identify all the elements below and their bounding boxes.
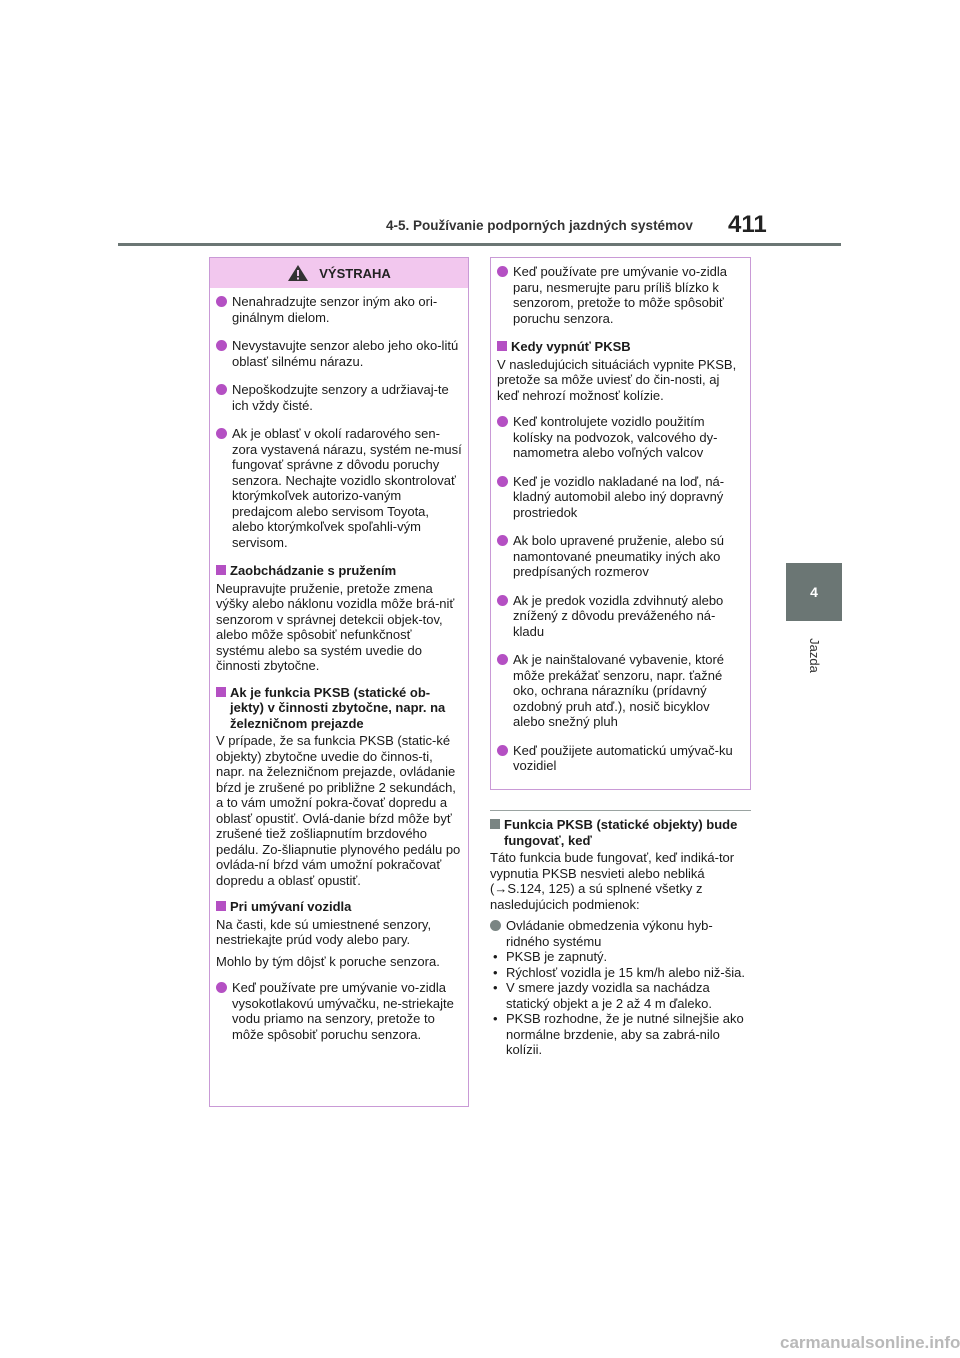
bullet-text: Nenahradzujte senzor iným ako ori-ginálnym dielom. (232, 294, 438, 325)
warning-triangle-icon (287, 264, 309, 282)
bullet-text: Ak bolo upravené pruženie, alebo sú namontované pneumatiky iných ako predpísaných rozmerov (513, 533, 725, 579)
warning-bullet (216, 294, 462, 325)
square-bullet-icon (497, 341, 507, 351)
bullet-dot-icon (497, 266, 508, 277)
section-text: V prípade, že sa funkcia PKSB (static-ké objekty) zbytočne uvedie do činnos-ti, napr. na železničnom prejazde, ovládanie bŕzd je zrušené po približne 2 sekundách, a to vám umožní pokra-čovať dopredu a oblasť opustiť. Ovlá-danie bŕzd môže byť zrušené tiež zošliapnutím brzdového pedálu. Zo-šliapnutie plynového pedálu po ovláda-ní bŕzd vám umožní pokračovať dopredu a oblasť opustiť. (216, 733, 461, 888)
warning-bullet (216, 382, 462, 413)
bullet-text: Ak je predok vozidla zdvihnutý alebo znížený z dôvodu preváženého ná-kladu (513, 592, 724, 639)
dash-text: V smere jazdy vozidla sa nachádza statický objekt a je 2 až 4 m ďaleko. (506, 980, 712, 1011)
section-heading-text: Zaobchádzanie s pružením (230, 563, 397, 578)
dash-marker-icon: • (493, 980, 498, 995)
header-rule (118, 243, 841, 246)
bullet-dot-icon (216, 428, 227, 439)
bullet-dot-icon (497, 535, 508, 546)
bullet-text: Nepoškodzujte senzory a udržiavaj-te ich vždy čisté. (232, 382, 449, 413)
dash-marker-icon: • (493, 1011, 498, 1026)
warning-bullet (497, 474, 744, 521)
square-bullet-icon (490, 819, 500, 829)
warning-bullet (497, 593, 744, 640)
bullet-text: Ovládanie obmedzenia výkonu hyb-ridného systému (506, 918, 713, 949)
watermark: carmanualsonline.info (780, 1333, 960, 1352)
section-heading-text: Ak je funkcia PKSB (statické ob-jekty) v činnosti zbytočne, napr. na železničnom prejazde (230, 684, 446, 731)
dash-marker-icon: • (493, 964, 498, 980)
info-heading-text: Funkcia PKSB (statické objekty) bude fungovať, keď (504, 817, 738, 848)
section-heading (216, 685, 462, 732)
section-heading (216, 899, 462, 915)
bullet-text: Keď použijete automatickú umývač-ku vozidiel (513, 742, 733, 773)
page-number: 411 (728, 211, 767, 238)
bullet-text: Nevystavujte senzor alebo jeho oko-litú oblasť silnému nárazu. (232, 338, 459, 369)
section-heading-text: Kedy vypnúť PKSB (511, 339, 631, 354)
bullet-dot-icon (497, 416, 508, 427)
bullet-text: Ak je oblasť v okolí radarového sen-zora vystavená nárazu, systém ne-musí fungovať správne z dôvodu poruchy senzora. Nechajte vozidlo skontrolovať ktorýmkoľvek autorizo-vaným predajcom alebo servisom Toyota, alebo ktorýmkoľvek spoľahli-vým servisom. (232, 426, 462, 550)
warning-bullet (497, 264, 744, 326)
warning-box (209, 257, 469, 1107)
section-heading (497, 339, 744, 355)
dash-text: PKSB je zapnutý. (506, 949, 608, 964)
chapter-tab: 4 (786, 563, 842, 621)
bullet-dot-icon (216, 296, 227, 307)
bullet-dot-icon (216, 982, 227, 993)
warning-bullet (497, 414, 744, 461)
bullet-dot-icon (497, 745, 508, 756)
chapter-label (790, 630, 838, 680)
dash-item (490, 965, 751, 981)
bullet-text: Ak je nainštalované vybavenie, ktoré môže prekážať senzoru, napr. ťažné oko, ochrana nárazníku (prídavný ozdobný pruh atď.), nosič bicyklov alebo snežný pluh (513, 652, 725, 729)
dash-text: PKSB rozhodne, že je nutné silnejšie ako normálne brzdenie, aby sa zabrá-nilo kolízii. (506, 1011, 744, 1057)
warning-bullet (216, 426, 462, 550)
section-text: Na časti, kde sú umiestnené senzory, nestriekajte prúd vody alebo pary. (216, 916, 432, 947)
dash-text: Rýchlosť vozidla je 15 km/h alebo niž-šia. (506, 964, 745, 980)
bullet-text: Keď kontrolujete vozidlo použitím kolísky na podvozok, valcového dy-namometra alebo voľných valcov (513, 414, 718, 460)
dash-marker-icon: • (493, 949, 498, 964)
section-heading (216, 563, 462, 579)
warning-bullet (216, 338, 462, 369)
dash-item (490, 980, 751, 1011)
warning-title: VÝSTRAHA (319, 265, 391, 281)
square-bullet-icon (216, 901, 226, 911)
header-title: 4-5. Používanie podporných jazdných systémov (386, 218, 693, 233)
square-bullet-icon (216, 565, 226, 575)
bullet-dot-icon (216, 384, 227, 395)
bullet-dot-icon (490, 920, 501, 931)
dash-item (490, 949, 751, 965)
bullet-dot-icon (497, 595, 508, 606)
warning-header (210, 258, 468, 288)
warning-bullet (497, 743, 744, 774)
info-bullet (490, 918, 751, 949)
info-text: Táto funkcia bude fungovať, keď indiká-tor vypnutia PKSB nesvieti alebo nebliká (→S.124, 125) a sú splnené všetky z nasledujúcich podmienok: (490, 850, 735, 912)
info-divider (490, 810, 751, 811)
warning-bullet (497, 533, 744, 580)
bullet-dot-icon (497, 654, 508, 665)
section-text: Mohlo by tým dôjsť k poruche senzora. (216, 953, 440, 969)
section-heading-text: Pri umývaní vozidla (230, 899, 352, 914)
chapter-label-text: Jazda (806, 637, 822, 673)
dash-item (490, 1011, 751, 1058)
warning-bullet (216, 980, 462, 1042)
bullet-text: Keď je vozidlo nakladané na loď, ná-kladný automobil alebo iný dopravný prostriedok (513, 473, 725, 520)
warning-box-continued (490, 257, 751, 790)
bullet-text: Keď používate pre umývanie vo-zidla paru, nesmerujte paru príliš blízko k senzorom, pretože to môže spôsobiť poruchu senzora. (513, 264, 727, 326)
section-text: Neupravujte pruženie, pretože zmena výšky alebo náklonu vozidla môže brá-niť senzorom v správnej detekcii objek-tov, alebo môže spôsobiť nefunkčnosť systému alebo sa systém uvedie do činnosti zbytočne. (216, 580, 455, 673)
warning-bullet (497, 652, 744, 730)
square-bullet-icon (216, 687, 226, 697)
bullet-dot-icon (497, 476, 508, 487)
bullet-text: Keď používate pre umývanie vo-zidla vysokotlakovú umývačku, ne-striekajte vodu priamo na senzory, pretože to môže spôsobiť poruchu senzora. (232, 980, 454, 1042)
section-text: V nasledujúcich situáciách vypnite PKSB, pretože sa môže uviesť do čin-nosti, aj keď nehrozí možnosť kolízie. (497, 356, 737, 403)
info-heading (490, 817, 751, 848)
bullet-dot-icon (216, 340, 227, 351)
info-section (490, 810, 751, 1058)
